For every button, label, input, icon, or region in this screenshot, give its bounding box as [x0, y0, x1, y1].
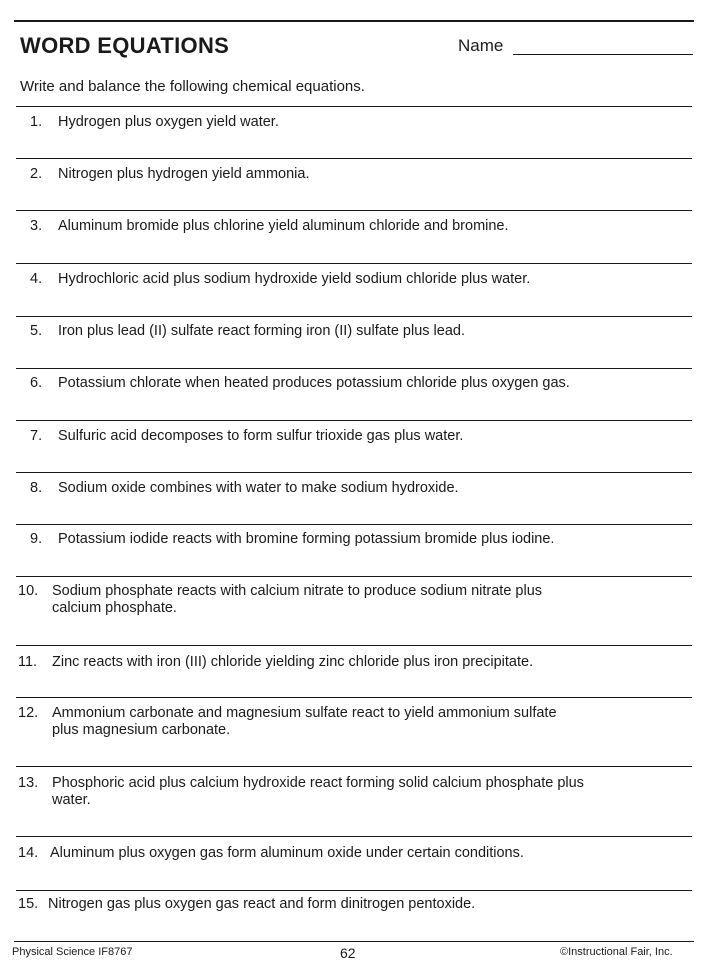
question-number: 15. — [18, 896, 39, 912]
question-text: Phosphoric acid plus calcium hydroxide react forming solid calcium phosphate plus water. — [52, 775, 584, 808]
question-number: 8. — [30, 480, 43, 496]
top-rule — [14, 20, 694, 22]
name-field-line[interactable] — [513, 54, 693, 55]
question-text: Ammonium carbonate and magnesium sulfate react to yield ammonium sulfate plus magnesium carbonate. — [52, 705, 557, 738]
answer-line[interactable] — [16, 368, 692, 369]
answer-line[interactable] — [16, 263, 692, 264]
question-number: 12. — [18, 705, 39, 721]
answer-line[interactable] — [16, 645, 692, 646]
answer-line[interactable] — [16, 210, 692, 211]
question-number: 11. — [18, 654, 38, 670]
answer-line[interactable] — [16, 524, 692, 525]
question-text: Potassium iodide reacts with bromine forming potassium bromide plus iodine. — [58, 531, 555, 547]
name-label: Name — [458, 36, 504, 55]
question-number: 3. — [30, 218, 43, 234]
question-text: Sulfuric acid decomposes to form sulfur trioxide gas plus water. — [58, 428, 464, 444]
footer-rule — [14, 941, 694, 942]
answer-line[interactable] — [16, 576, 692, 577]
question-number: 9. — [30, 531, 43, 547]
question-number: 13. — [18, 775, 39, 791]
question-text: Sodium oxide combines with water to make sodium hydroxide. — [58, 480, 459, 496]
question-text: Zinc reacts with iron (III) chloride yielding zinc chloride plus iron precipitate. — [52, 654, 534, 670]
question-text: Nitrogen plus hydrogen yield ammonia. — [58, 166, 310, 182]
question-text: Aluminum bromide plus chlorine yield aluminum chloride and bromine. — [58, 218, 509, 234]
question-number: 6. — [30, 375, 43, 391]
question-number: 14. — [18, 845, 39, 861]
page-title: WORD EQUATIONS — [20, 33, 230, 58]
answer-line[interactable] — [16, 472, 692, 473]
instructions: Write and balance the following chemical equations. — [20, 78, 365, 95]
question-number: 2. — [30, 166, 43, 182]
question-text: Iron plus lead (II) sulfate react forming iron (II) sulfate plus lead. — [58, 323, 465, 339]
answer-line[interactable] — [16, 420, 692, 421]
page-number: 62 — [340, 945, 356, 961]
question-number: 4. — [30, 271, 43, 287]
answer-line[interactable] — [16, 697, 692, 698]
footer-course: Physical Science IF8767 — [12, 946, 133, 958]
question-number: 10. — [18, 583, 39, 599]
question-number: 7. — [30, 428, 43, 444]
question-text: Aluminum plus oxygen gas form aluminum oxide under certain conditions. — [50, 845, 524, 861]
question-text: Nitrogen gas plus oxygen gas react and form dinitrogen pentoxide. — [48, 896, 476, 912]
question-text: Hydrogen plus oxygen yield water. — [58, 114, 279, 130]
question-text: Sodium phosphate reacts with calcium nitrate to produce sodium nitrate plus calcium phosphate. — [52, 583, 543, 616]
answer-line[interactable] — [16, 836, 692, 837]
question-number: 1. — [30, 114, 43, 130]
footer-copyright: ©Instructional Fair, Inc. — [560, 946, 673, 958]
answer-line[interactable] — [16, 766, 692, 767]
answer-line[interactable] — [16, 316, 692, 317]
answer-line[interactable] — [16, 890, 692, 891]
question-number: 5. — [30, 323, 43, 339]
answer-line[interactable] — [16, 106, 692, 107]
question-text: Hydrochloric acid plus sodium hydroxide yield sodium chloride plus water. — [58, 271, 531, 287]
question-text: Potassium chlorate when heated produces potassium chloride plus oxygen gas. — [58, 375, 570, 391]
answer-line[interactable] — [16, 158, 692, 159]
